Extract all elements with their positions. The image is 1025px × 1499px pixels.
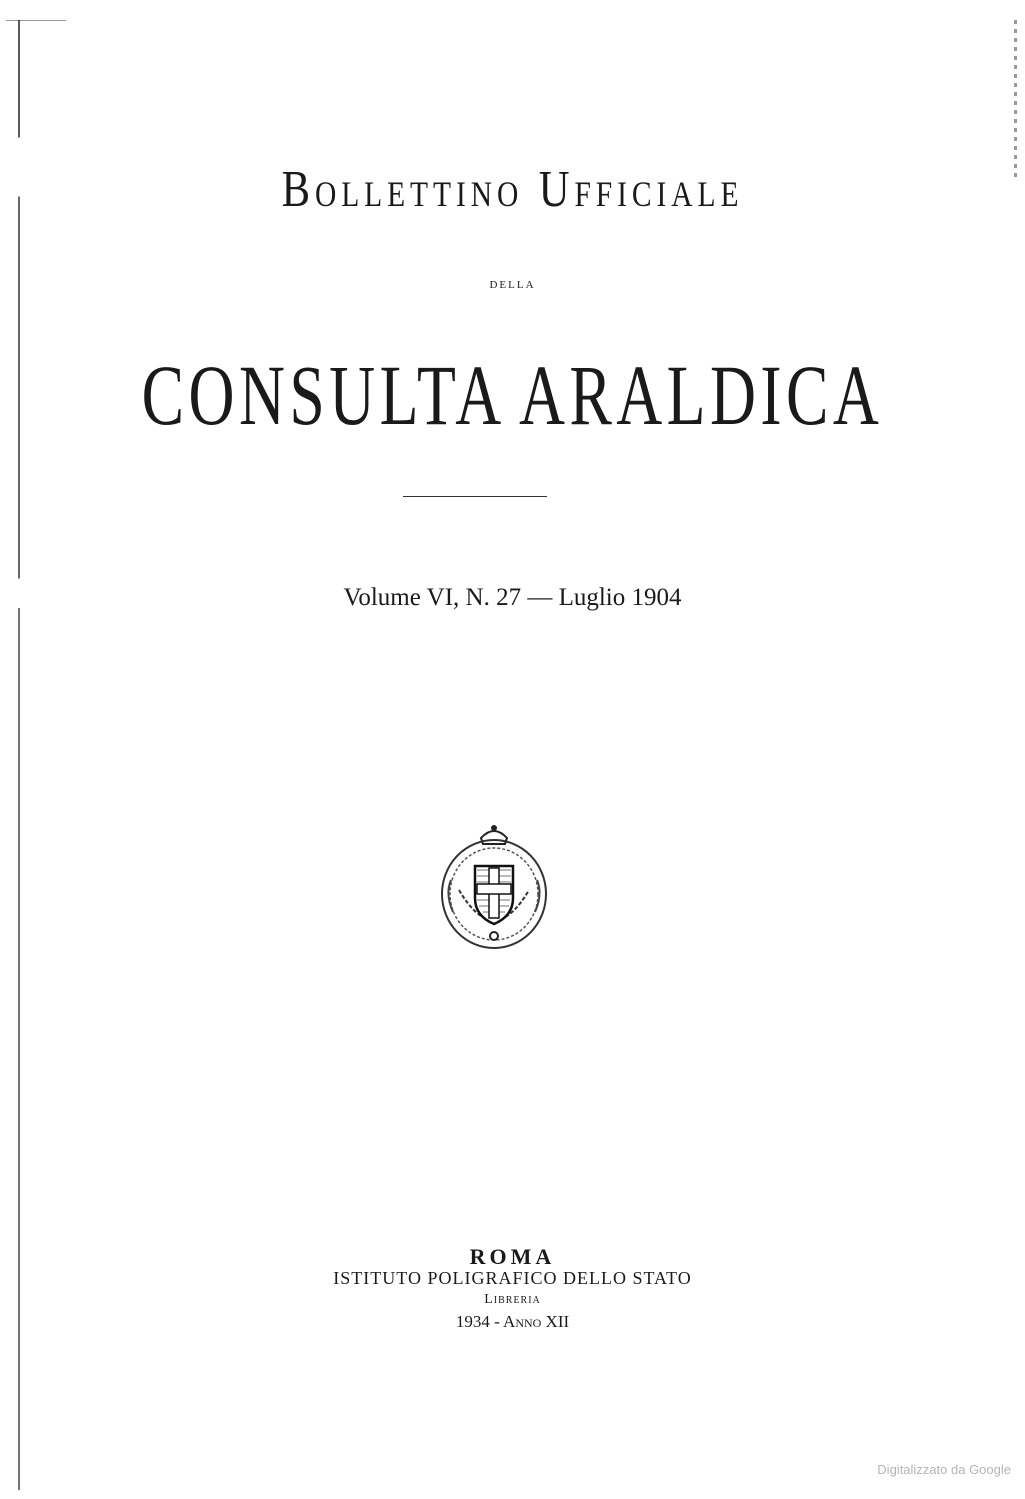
scan-edge-right xyxy=(1014,20,1017,180)
imprint-department: Libreria xyxy=(484,1292,541,1307)
coat-of-arms-icon xyxy=(437,820,551,954)
divider-rule xyxy=(403,496,547,497)
imprint-year: 1934 - Anno XII xyxy=(455,1312,570,1331)
digitization-watermark: Digitalizzato da Google xyxy=(877,1462,1011,1477)
page-title: Bollettino Ufficiale xyxy=(281,161,744,218)
imprint-publisher: ISTITUTO POLIGRAFICO DELLO STATO xyxy=(333,1268,692,1288)
imprint-city: ROMA xyxy=(469,1244,556,1269)
page-subtitle: CONSULTA ARALDICA xyxy=(141,347,884,443)
title-connector: della xyxy=(489,276,536,292)
scan-edge-top xyxy=(6,20,66,21)
issue-info: Volume VI, N. 27 — Luglio 1904 xyxy=(343,584,682,611)
